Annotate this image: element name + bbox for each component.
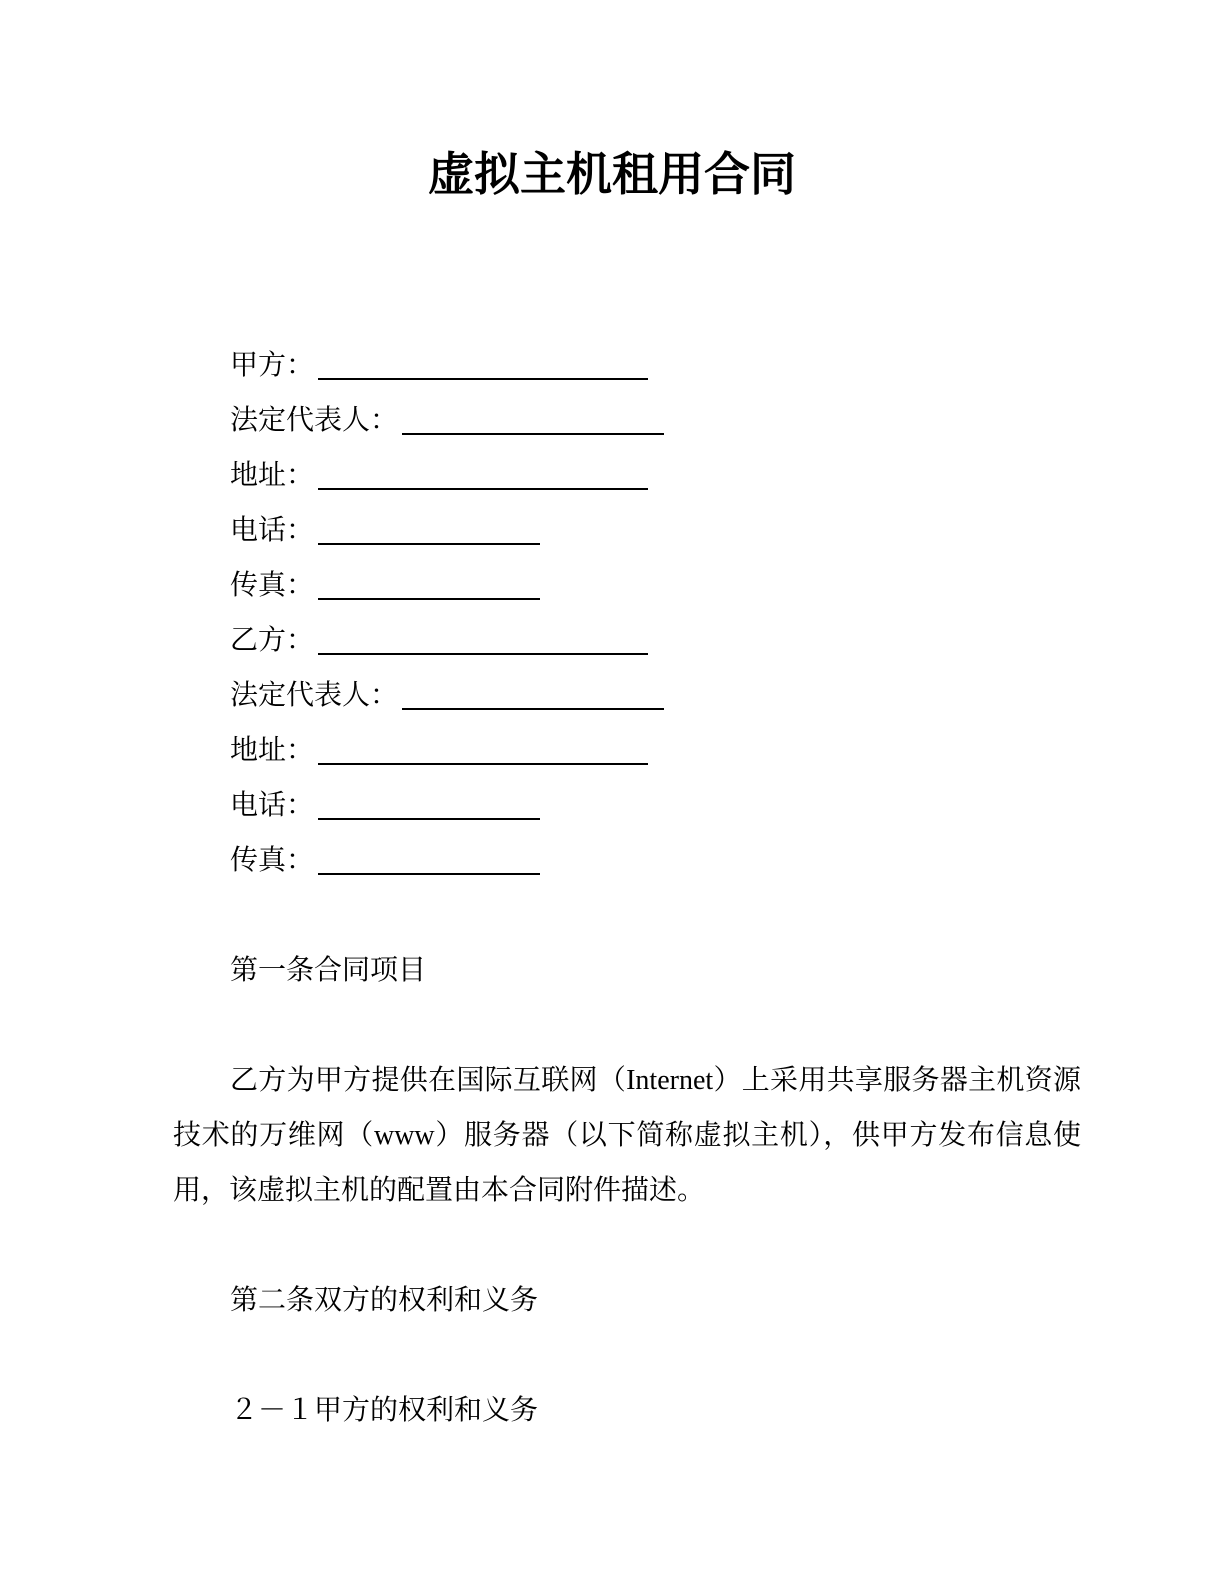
party-a-fax-label: 传真： [230, 570, 315, 601]
field-row-party-b [230, 613, 1224, 668]
article-2-heading: 第二条双方的权利和义务 [230, 1285, 539, 1316]
party-b-phone-blank-underline [318, 790, 540, 820]
party-a-legal-rep-label: 法定代表人： [230, 405, 399, 436]
field-row-party-a-legal-rep [230, 393, 1224, 448]
field-row-party-a-fax [230, 558, 1224, 613]
party-b-address-label: 地址： [230, 735, 315, 766]
party-a-address-label: 地址： [230, 460, 315, 491]
field-row-party-b-legal-rep [230, 668, 1224, 723]
document-title: 虚拟主机租用合同 [428, 148, 796, 200]
party-a-label: 甲方： [230, 350, 315, 381]
field-row-party-a [230, 338, 1224, 393]
clause-2-1-heading: ２－１甲方的权利和义务 [230, 1395, 539, 1426]
party-info-fields [230, 338, 1224, 888]
party-a-legal-rep-blank-underline [402, 405, 664, 435]
party-b-fax-blank-underline [318, 845, 540, 875]
article-1-heading: 第一条合同项目 [230, 955, 427, 986]
article-1-body: 乙方为甲方提供在国际互联网（Internet）上采用共享服务器主机资源技术的万维网（www）服务器（以下简称虚拟主机），供甲方发布信息使用，该虚拟主机的配置由本合同附件描述。 [173, 1065, 1081, 1206]
field-row-party-a-phone [230, 503, 1224, 558]
party-b-fax-label: 传真： [230, 845, 315, 876]
party-b-phone-label: 电话： [230, 790, 315, 821]
party-b-blank-underline [318, 625, 648, 655]
party-b-label: 乙方： [230, 625, 315, 656]
party-b-legal-rep-label: 法定代表人： [230, 680, 399, 711]
party-a-phone-label: 电话： [230, 515, 315, 546]
field-row-party-b-fax [230, 833, 1224, 888]
party-a-blank-underline [318, 350, 648, 380]
party-a-phone-blank-underline [318, 515, 540, 545]
party-a-fax-blank-underline [318, 570, 540, 600]
field-row-party-b-phone [230, 778, 1224, 833]
field-row-party-b-address [230, 723, 1224, 778]
party-b-address-blank-underline [318, 735, 648, 765]
field-row-party-a-address [230, 448, 1224, 503]
party-a-address-blank-underline [318, 460, 648, 490]
party-b-legal-rep-blank-underline [402, 680, 664, 710]
